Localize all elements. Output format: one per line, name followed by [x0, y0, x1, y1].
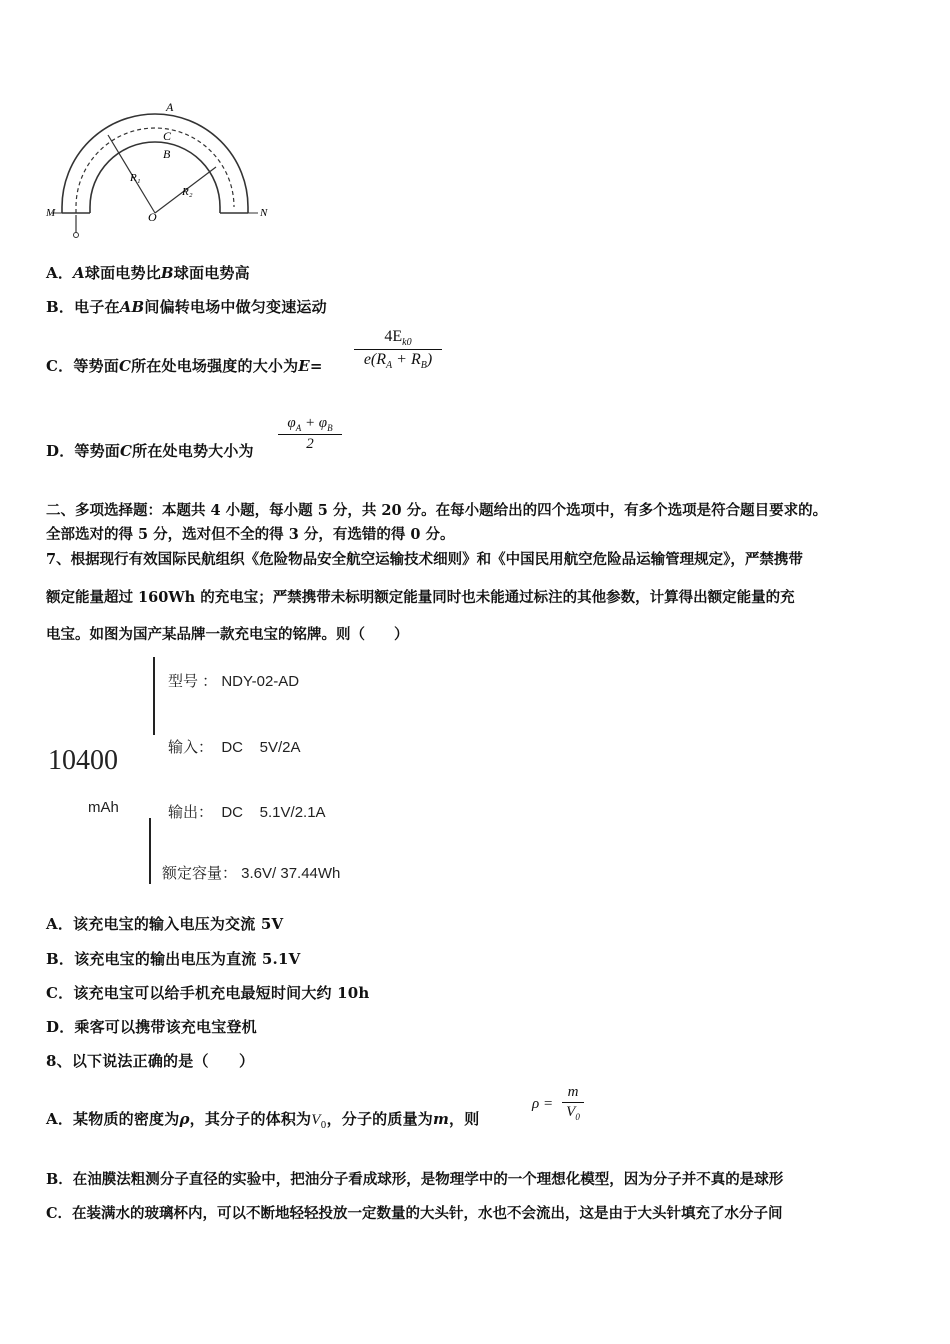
q6-option-d: D．等势面C所在处电势大小为 — [46, 442, 254, 460]
plate-divider-top — [153, 657, 155, 735]
plate-rated: 额定容量： 3.6V/ 37.44Wh — [162, 865, 341, 882]
q6-option-a: A．A球面电势比B球面电势高 — [46, 264, 250, 282]
plate-unit: mAh — [88, 799, 119, 816]
section2-line2: 全部选对的得 5 分，选对但不全的得 3 分，有选错的得 0 分。 — [46, 526, 455, 543]
q7-option-d: D．乘客可以携带该充电宝登机 — [46, 1018, 257, 1036]
label-n: N — [260, 207, 268, 219]
q7-stem-line2: 额定能量超过 160Wh 的充电宝；严禁携带未标明额定能量同时也未能通过标注的其他参数，计算得出额定能量的充 — [46, 589, 795, 606]
plate-capacity: 10400 — [48, 745, 118, 776]
label-b: B — [163, 147, 171, 161]
inner-arc — [90, 142, 220, 213]
q7-stem-line3: 电宝。如图为国产某品牌一款充电宝的铭牌。则（ ） — [46, 626, 409, 643]
deflector-figure — [40, 95, 290, 245]
label-ra: R₁ — [130, 172, 141, 184]
plate-model: 型号 ： NDY-02-AD — [168, 673, 300, 690]
q7-option-b: B．该充电宝的输出电压为直流 5.1V — [46, 950, 301, 968]
electron-source — [74, 233, 79, 238]
label-o: O — [148, 210, 157, 224]
q6-potential-formula: $\varphi_A + \varphi_B$ 2 — [278, 415, 342, 453]
label-c: C — [163, 129, 172, 143]
section2-line1: 二、多项选择题：本题共 4 小题，每小题 5 分，共 20 分。在每小题给出的四个选项中，有多个选项是符合题目要求的。 — [46, 502, 828, 519]
q8-stem: 8、以下说法正确的是（ ） — [46, 1052, 255, 1070]
q8-option-c: C．在装满水的玻璃杯内，可以不断地轻轻投放一定数量的大头针，水也不会流出，这是由于大头针填充了水分子间 — [46, 1205, 783, 1222]
label-m: M — [46, 207, 56, 219]
q6-option-c: C．等势面C所在处电场强度的大小为E= — [46, 357, 323, 375]
q7-option-c: C．该充电宝可以给手机充电最短时间大约 10h — [46, 984, 370, 1002]
q7-option-a: A．该充电宝的输入电压为交流 5V — [46, 915, 284, 933]
plate-divider-bottom — [149, 818, 151, 884]
q6-option-b: B．电子在AB间偏转电场中做匀变速运动 — [46, 298, 327, 316]
dashed-arc — [76, 128, 234, 213]
q7-stem-line1: 7、根据现行有效国际民航组织《危险物品安全航空运输技术细则》和《中国民用航空危险品运输管理规定》，严禁携带 — [46, 551, 803, 568]
label-rb: R₂ — [182, 186, 193, 198]
label-a: A — [166, 100, 174, 114]
q6-field-formula: $4E_{k0}$ $e(R_A + R_B)$ — [354, 328, 442, 371]
plate-output: 输出： DC 5.1V/2.1A — [168, 804, 326, 821]
q8-option-a: A．某物质的密度为ρ，其分子的体积为$V_0$，分子的质量为m，则 — [46, 1110, 480, 1131]
q8-option-b: B．在油膜法粗测分子直径的实验中，把油分子看成球形，是物理学中的一个理想化模型，因为分子并不真的是球形 — [46, 1171, 784, 1188]
plate-input: 输入： DC 5V/2A — [168, 739, 301, 756]
